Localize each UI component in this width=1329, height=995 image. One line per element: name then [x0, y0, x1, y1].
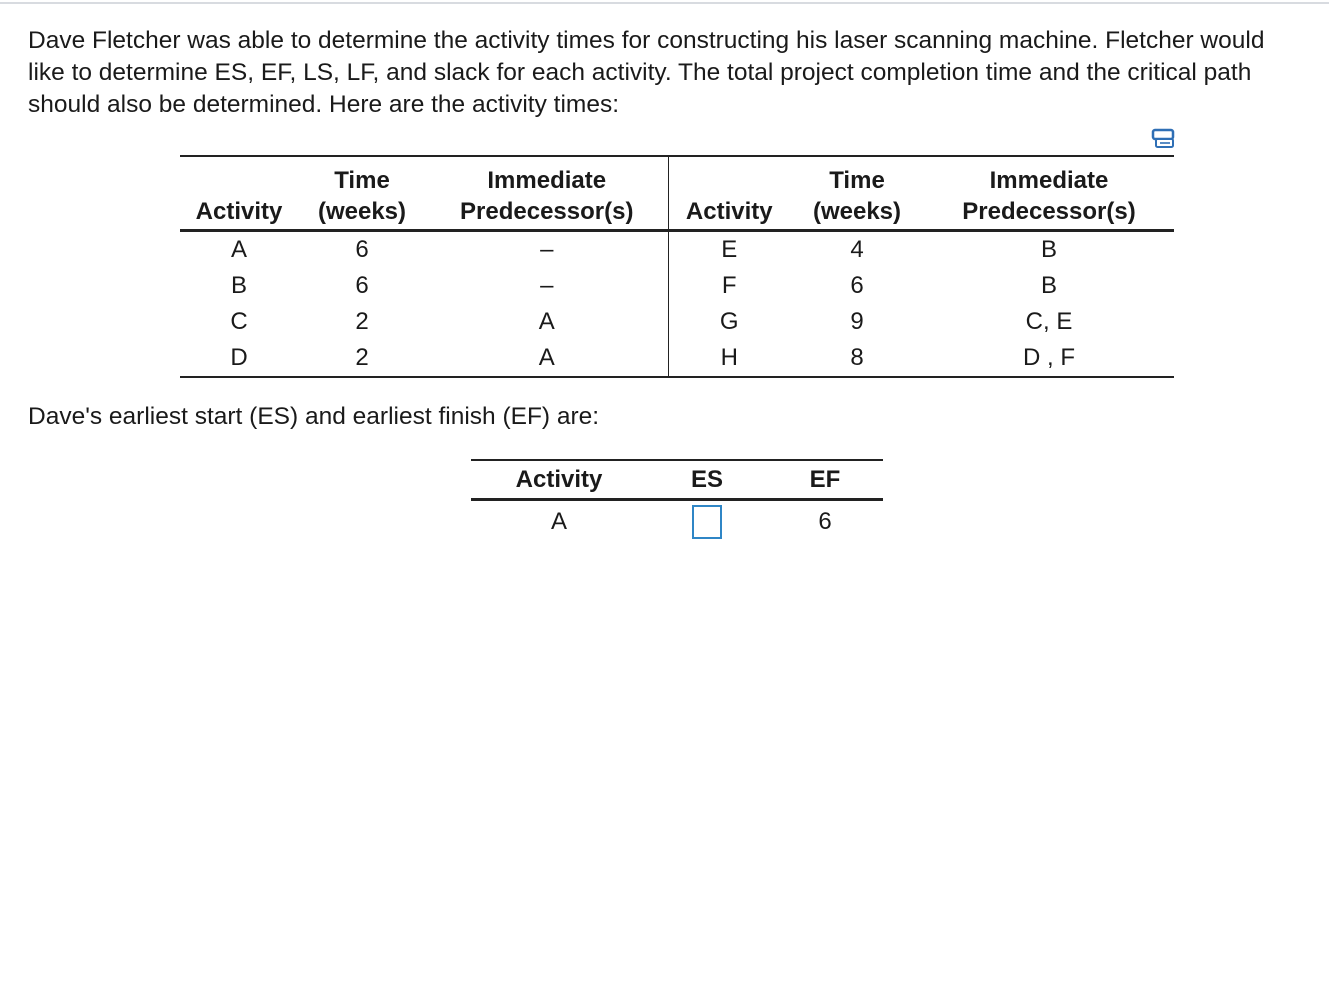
table-cell: 6: [850, 272, 864, 299]
header-cell: Time: [334, 167, 390, 194]
table-cell: A: [230, 236, 247, 263]
header-cell: [180, 156, 298, 195]
table-cell: 6: [355, 236, 369, 263]
table-cell: G: [668, 304, 790, 340]
table-cell: B: [1040, 272, 1057, 299]
table-cell: –: [540, 272, 554, 299]
table-cell: C: [230, 308, 248, 335]
header-cell: [668, 156, 790, 195]
table-header-row-bottom: [180, 195, 1174, 231]
table-cell: C, E: [1025, 308, 1073, 335]
table-row: [180, 304, 1174, 340]
answer-es-cell: [647, 500, 767, 544]
answer-activity-cell: A: [550, 508, 567, 535]
table-cell: A: [538, 308, 555, 335]
table-cell: –: [540, 236, 554, 263]
table-cell: 9: [850, 308, 864, 335]
header-cell: Activity: [195, 198, 283, 225]
copy-table-icon[interactable]: [1150, 128, 1178, 150]
table-cell: E: [668, 231, 790, 269]
es-ef-answer-table: [471, 459, 883, 543]
top-divider: [0, 2, 1329, 4]
header-ef: EF: [809, 465, 841, 493]
header-es: ES: [690, 465, 723, 493]
es-answer-input[interactable]: [692, 505, 722, 539]
header-cell: (weeks): [317, 198, 407, 225]
table-cell: D , F: [1023, 344, 1075, 371]
problem-statement: Dave Fletcher was able to determine the activity times for constructing his laser scanning machine. Fletcher would like to determine ES, EF, LS, LF, and slack for each activity. The total project completion time and the critical path should also be determined. Here are the activity times:: [28, 27, 1265, 118]
header-cell: Immediate: [989, 167, 1109, 194]
table-cell: H: [668, 340, 790, 377]
header-cell: Immediate: [487, 167, 607, 194]
header-cell: Activity: [668, 195, 790, 231]
result-caption: Dave's earliest start (ES) and earliest finish (EF) are:: [28, 403, 600, 430]
answer-row: [471, 500, 883, 544]
answer-ef-cell: 6: [818, 508, 832, 535]
table-row: [180, 268, 1174, 304]
answer-header-row: [471, 460, 883, 500]
header-cell: (weeks): [812, 198, 902, 225]
activity-times-table: [180, 155, 1174, 378]
table-row: [180, 340, 1174, 377]
table-cell: F: [668, 268, 790, 304]
header-cell: Time: [829, 167, 885, 194]
header-cell: Predecessor(s): [460, 198, 634, 225]
table-cell: 2: [355, 308, 369, 335]
table-cell: 6: [355, 272, 369, 299]
table-header-row-top: [180, 156, 1174, 195]
table-cell: D: [230, 344, 248, 371]
table-cell: B: [1040, 236, 1057, 263]
table-cell: A: [538, 344, 555, 371]
table-row: [180, 231, 1174, 269]
table-cell: 4: [850, 236, 864, 263]
table-cell: B: [230, 272, 247, 299]
header-cell: Predecessor(s): [962, 198, 1136, 225]
table-cell: 2: [355, 344, 369, 371]
header-activity: Activity: [515, 465, 603, 493]
table-cell: 8: [850, 344, 864, 371]
